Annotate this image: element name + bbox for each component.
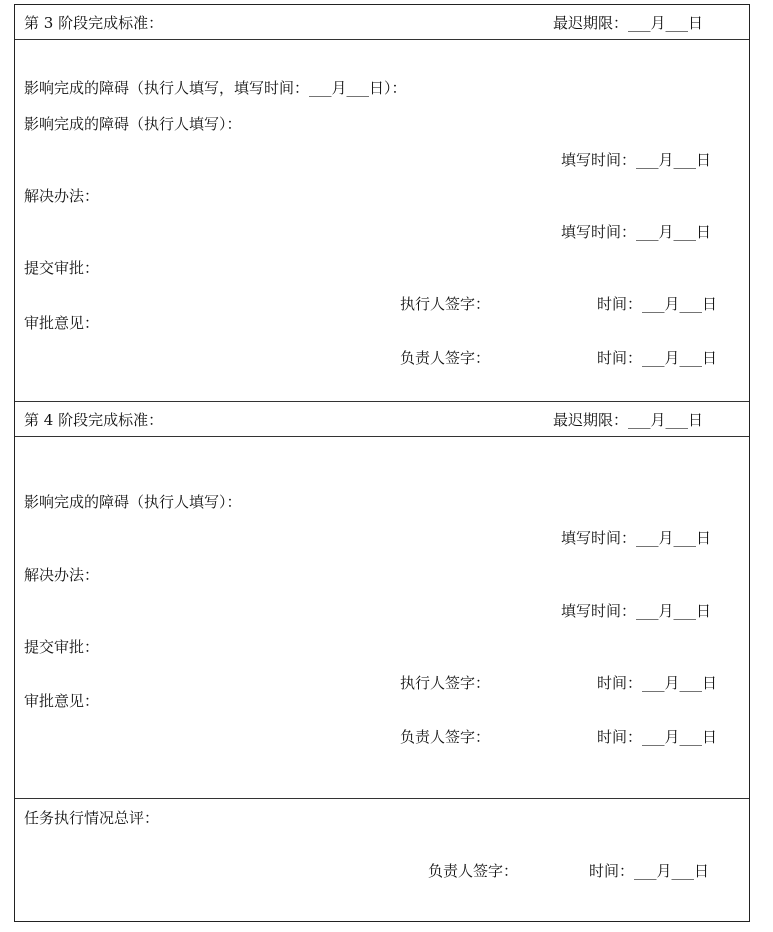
stage4-fill-time-2: 填写时间：___月___日 [561, 602, 712, 620]
stage4-leader-sign: 负责人签字： [400, 728, 491, 746]
stage4-obstacle-label: 影响完成的障碍（执行人填写）： [24, 493, 242, 511]
stage4-approval-label: 审批意见： [24, 692, 100, 710]
stage3-approval-label: 审批意见： [24, 314, 100, 332]
stage4-executor-time: 时间：___月___日 [597, 674, 718, 692]
stage4-leader-time: 时间：___月___日 [597, 728, 718, 746]
stage4-submit-label: 提交审批： [24, 638, 100, 656]
divider [15, 39, 749, 40]
stage3-executor-sign: 执行人签字： [400, 295, 491, 313]
stage3-obstacle-with-time: 影响完成的障碍（执行人填写，填写时间：___月___日）： [24, 79, 407, 97]
stage3-obstacle-label: 影响完成的障碍（执行人填写）： [24, 115, 242, 133]
stage4-fill-time-1: 填写时间：___月___日 [561, 529, 712, 547]
stage4-solution-label: 解决办法： [24, 566, 100, 584]
divider [15, 401, 749, 402]
summary-leader-sign: 负责人签字： [428, 862, 519, 880]
stage3-deadline: 最迟期限：___月___日 [553, 14, 704, 32]
stage3-submit-label: 提交审批： [24, 259, 100, 277]
form-frame [14, 4, 750, 922]
stage3-fill-time-1: 填写时间：___月___日 [561, 151, 712, 169]
stage4-deadline: 最迟期限：___月___日 [553, 411, 704, 429]
stage3-solution-label: 解决办法： [24, 187, 100, 205]
summary-title: 任务执行情况总评： [24, 809, 160, 827]
stage3-leader-sign: 负责人签字： [400, 349, 491, 367]
summary-leader-time: 时间：___月___日 [589, 862, 710, 880]
stage3-executor-time: 时间：___月___日 [597, 295, 718, 313]
divider [15, 798, 749, 799]
stage4-executor-sign: 执行人签字： [400, 674, 491, 692]
stage4-title: 第 4 阶段完成标准： [24, 411, 164, 429]
stage3-leader-time: 时间：___月___日 [597, 349, 718, 367]
stage3-title: 第 3 阶段完成标准： [24, 14, 164, 32]
stage3-fill-time-2: 填写时间：___月___日 [561, 223, 712, 241]
divider [15, 436, 749, 437]
